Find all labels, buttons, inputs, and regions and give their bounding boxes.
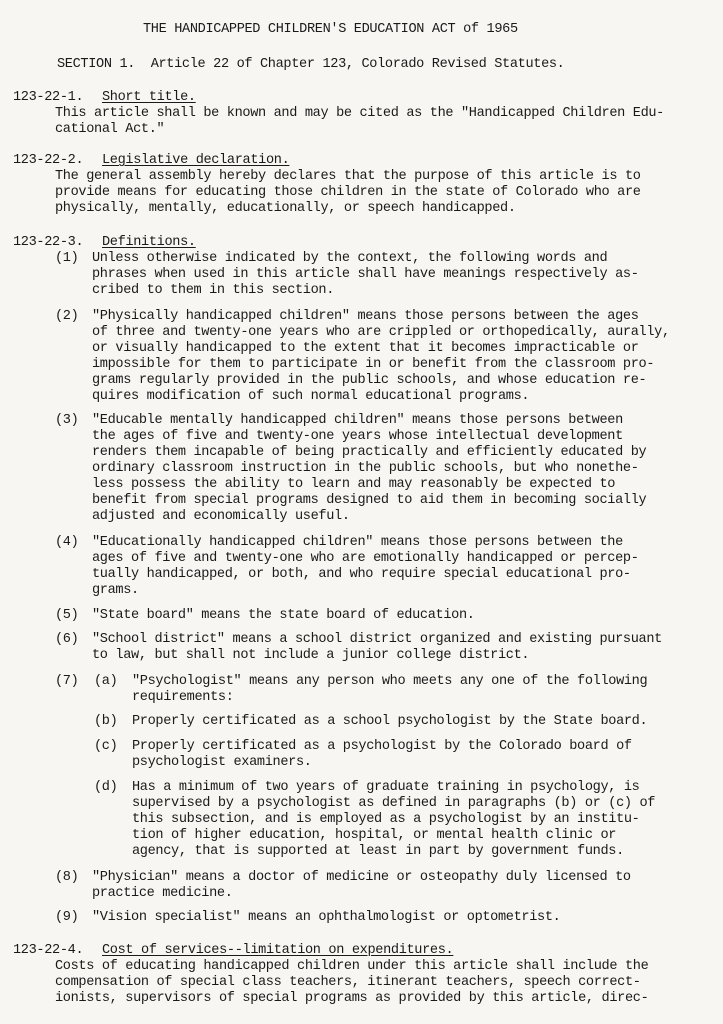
paragraph-label-7: (7)	[55, 674, 79, 689]
body-line: tion of higher education, hospital, or mental health clinic or	[132, 828, 617, 843]
body-line: quires modification of such normal educational programs.	[92, 389, 530, 404]
body-line: Costs of educating handicapped children under this article shall include the	[55, 959, 649, 974]
body-line: The general assembly hereby declares that the purpose of this article is to	[55, 169, 641, 184]
paragraph-label-5: (5)	[55, 608, 79, 623]
body-line: Properly certificated as a school psychologist by the State board.	[132, 714, 648, 729]
section-number-2: 123-22-2.	[13, 153, 84, 168]
section-heading-short-title: Short title.	[102, 90, 196, 105]
section-heading-legislative-declaration: Legislative declaration.	[102, 153, 290, 168]
body-line: physically, mentally, educationally, or speech handicapped.	[55, 201, 516, 216]
body-line: grams regularly provided in the public schools, and whose education re-	[92, 373, 647, 388]
paragraph-label-2: (2)	[55, 309, 79, 324]
body-line: "Physician" means a doctor of medicine or osteopathy duly licensed to	[92, 870, 631, 885]
subparagraph-label-a: (a)	[94, 674, 118, 689]
paragraph-label-4: (4)	[55, 535, 79, 550]
body-line: cribed to them in this section.	[92, 283, 335, 298]
body-line: phrases when used in this article shall have meanings respectively as-	[92, 267, 639, 282]
section-heading-definitions: Definitions.	[102, 235, 196, 250]
document-title: THE HANDICAPPED CHILDREN'S EDUCATION ACT of 1965	[143, 22, 518, 37]
section-1-heading: SECTION 1. Article 22 of Chapter 123, Colorado Revised Statutes.	[57, 57, 565, 72]
body-line: "Educable mentally handicapped children" means those persons between	[92, 413, 623, 428]
body-line: renders them incapable of being practically and efficiently educated by	[92, 445, 647, 460]
section-number-4: 123-22-4.	[13, 943, 84, 958]
body-line: provide means for educating those children in the state of Colorado who are	[55, 185, 641, 200]
body-line: cational Act."	[55, 122, 165, 137]
body-line: ages of five and twenty-one who are emotionally handicapped or percep-	[92, 551, 639, 566]
body-line: less possess the ability to learn and may reasonably be expected to	[92, 477, 616, 492]
body-line: "Vision specialist" means an ophthalmologist or optometrist.	[92, 910, 561, 925]
body-line: "School district" means a school district organized and existing pursuant	[92, 632, 662, 647]
body-line: of three and twenty-one years who are crippled or orthopedically, aurally,	[92, 325, 670, 340]
body-line: or visually handicapped to the extent that it becomes impracticable or	[92, 341, 639, 356]
body-line: Has a minimum of two years of graduate training in psychology, is	[132, 780, 640, 795]
body-line: "State board" means the state board of education.	[92, 608, 475, 623]
subparagraph-label-d: (d)	[94, 780, 118, 795]
paragraph-label-9: (9)	[55, 910, 79, 925]
body-line: tually handicapped, or both, and who require special educational pro-	[92, 567, 631, 582]
subparagraph-label-b: (b)	[94, 714, 118, 729]
body-line: benefit from special programs designed to aid them in becoming socially	[92, 493, 647, 508]
body-line: "Educationally handicapped children" means those persons between the	[92, 535, 623, 550]
body-line: ordinary classroom instruction in the public schools, but who nonethe-	[92, 461, 639, 476]
body-line: supervised by a psychologist as defined in paragraphs (b) or (c) of	[132, 796, 656, 811]
section-heading-cost-of-services: Cost of services--limitation on expenditures.	[102, 943, 454, 958]
paragraph-label-8: (8)	[55, 870, 79, 885]
subparagraph-label-c: (c)	[94, 739, 118, 754]
body-line: to law, but shall not include a junior college district.	[92, 648, 530, 663]
body-line: psychologist examiners.	[132, 755, 312, 770]
body-line: compensation of special class teachers, itinerant teachers, speech correct-	[55, 975, 641, 990]
paragraph-label-3: (3)	[55, 413, 79, 428]
body-line: agency, that is supported at least in part by government funds.	[132, 844, 624, 859]
body-line: the ages of five and twenty-one years whose intellectual development	[92, 429, 623, 444]
body-line: adjusted and economically useful.	[92, 509, 350, 524]
body-line: "Psychologist" means any person who meets any one of the following	[132, 674, 648, 689]
body-line: grams.	[92, 583, 139, 598]
section-number-3: 123-22-3.	[13, 235, 84, 250]
paragraph-label-1: (1)	[55, 251, 79, 266]
body-line: Unless otherwise indicated by the context, the following words and	[92, 251, 608, 266]
body-line: ionists, supervisors of special programs as provided by this article, direc-	[55, 991, 649, 1006]
body-line: "Physically handicapped children" means those persons between the ages	[92, 309, 639, 324]
body-line: This article shall be known and may be cited as the "Handicapped Children Edu-	[55, 106, 664, 121]
section-number-1: 123-22-1.	[13, 90, 84, 105]
paragraph-label-6: (6)	[55, 632, 79, 647]
body-line: requirements:	[132, 690, 234, 705]
body-line: this subsection, and is employed as a psychologist by an institu-	[132, 812, 640, 827]
body-line: Properly certificated as a psychologist by the Colorado board of	[132, 739, 632, 754]
body-line: practice medicine.	[92, 886, 233, 901]
body-line: impossible for them to participate in or benefit from the classroom pro-	[92, 357, 655, 372]
